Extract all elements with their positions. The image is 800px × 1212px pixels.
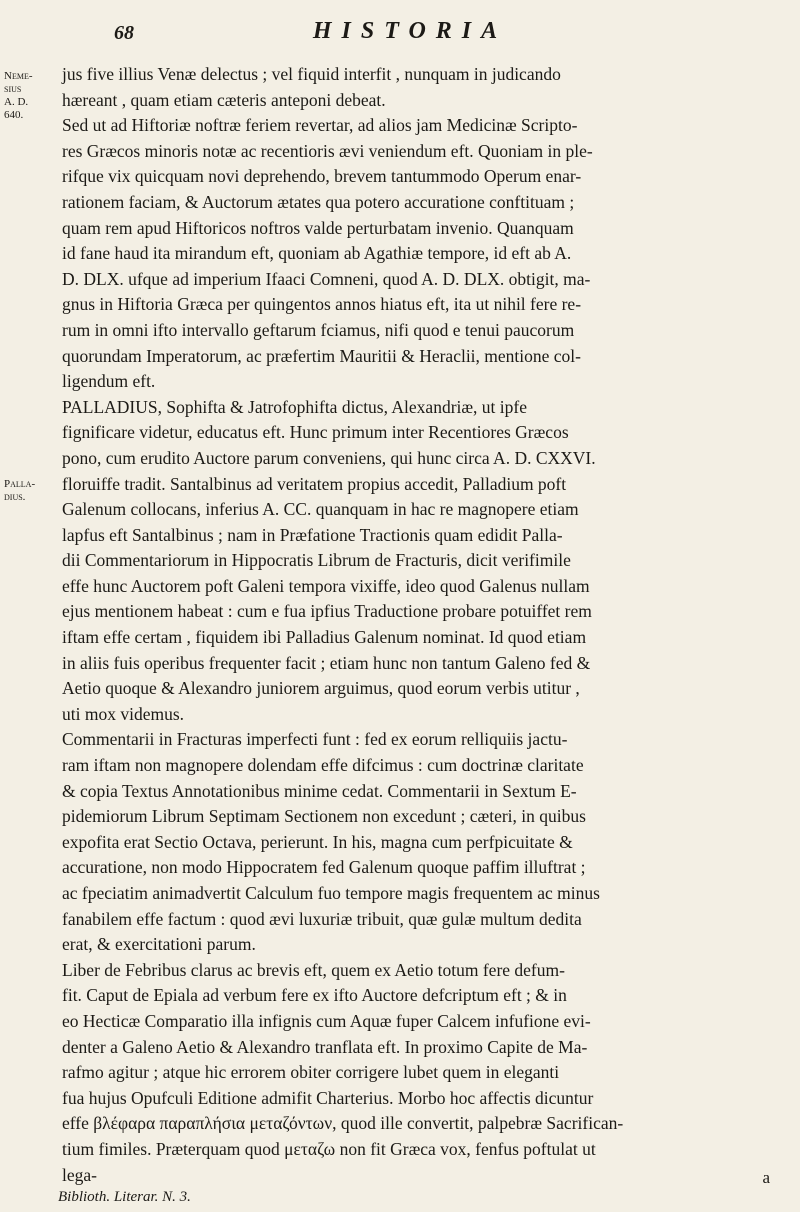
text-line: D. DLX. ufque ad imperium Ifaaci Comneni, quod A. D. DLX. obtigit, ma- <box>62 268 591 289</box>
text-line: effe hunc Auctorem poft Galeni tempora vixiffe, ideo quod Galenus nullam <box>62 575 590 596</box>
text-line: tium fimiles. Præterquam quod μεταζω non fit Græca vox, fenfus poftulat ut <box>62 1138 596 1159</box>
margin-line: Neme- <box>4 70 33 82</box>
margin-line: dius. <box>4 491 26 503</box>
text-line: rafmo agitur ; atque hic errorem obiter corrigere lubet quem in eleganti <box>62 1062 560 1083</box>
text-line: hæreant , quam etiam cæteris anteponi debeat. <box>62 89 386 110</box>
text-line: rum in omni ifto intervallo geftarum fciamus, nifi quod e tenui paucorum <box>62 319 575 340</box>
margin-line: Palla- <box>4 478 36 490</box>
body-text <box>62 62 772 1188</box>
text-line: iftam effe certam , fiquidem ibi Palladius Galenum nominat. Id quod etiam <box>62 627 587 648</box>
text-line: eo Hecticæ Comparatio illa infignis cum Aquæ fuper Calcem infufione evi- <box>62 1010 591 1031</box>
text-line: denter a Galeno Aetio & Alexandro tranflata eft. In proximo Capite de Ma- <box>62 1036 588 1057</box>
text-line: pono, cum erudito Auctore parum conveniens, qui hunc circa A. D. CXXVI. <box>62 447 596 468</box>
margin-line: A. D. <box>4 96 29 108</box>
text-line: quorundam Imperatorum, ac præfertim Mauritii & Heraclii, mentione col- <box>62 345 582 366</box>
text-line: jus five illius Venæ delectus ; vel fiquid interfit , nunquam in judicando <box>62 64 561 84</box>
text-line: & copia Textus Annotationibus minime cedat. Commentarii in Sextum E- <box>62 780 577 801</box>
text-line: uti mox videmus. <box>62 703 185 724</box>
text-line: rifque vix quicquam novi deprehendo, brevem tantummodo Operum enar- <box>62 166 582 187</box>
text-line: accuratione, non modo Hippocratem fed Galenum quoque paffim illuftrat ; <box>62 857 586 878</box>
text-line: dii Commentariorum in Hippocratis Librum de Fracturis, dicit verifimile <box>62 550 571 571</box>
margin-note-palladius <box>4 478 35 504</box>
text-line: floruiffe tradit. Santalbinus ad veritatem propius accedit, Palladium poft <box>62 473 567 494</box>
text-line: effe βλέφαρα παραπλήσια μεταζόντων, quod ille convertit, palpebræ Sacrifican- <box>62 1113 624 1134</box>
text-line: ram iftam non magnopere dolendam effe difcimus : cum doctrinæ claritate <box>62 755 584 776</box>
text-line: ac fpeciatim animadvertit Calculum fuo tempore magis frequentem ac minus <box>62 883 600 903</box>
text-line: pidemiorum Librum Septimam Sectionem non excedunt ; cæteri, in quibus <box>62 806 586 827</box>
text-line: expofita erat Sectio Octava, perierunt. In his, magna cum perfpicuitate & <box>62 831 573 852</box>
margin-line: sius <box>4 83 22 95</box>
text-line: fanabilem effe factum : quod ævi luxuriæ tribuit, quæ gulæ multum dedita <box>62 908 582 929</box>
page-number: 68 <box>114 22 134 44</box>
text-line: in aliis fuis operibus frequenter facit ; etiam hunc non tantum Galeno fed & <box>62 652 591 673</box>
text-line: ligendum eft. <box>62 371 156 392</box>
text-line: fignificare videtur, educatus eft. Hunc primum inter Recentiores Græcos <box>62 422 569 443</box>
text-line: ejus mentionem habeat : cum e fua ipfius Traductione probare potuiffet rem <box>62 601 592 622</box>
text-line: quam rem apud Hiftoricos noftros valde perturbatam invenio. Quanquam <box>62 217 574 238</box>
text-line: rationem faciam, & Auctorum ætates qua potero accuratione conftituam ; <box>62 191 575 212</box>
running-head: HISTORIA <box>312 18 508 44</box>
text-line: fit. Caput de Epiala ad verbum fere ex ifto Auctore defcriptum eft ; & in <box>62 985 567 1006</box>
text-line: lapfus eft Santalbinus ; nam in Præfatione Tractionis quam edidit Palla- <box>62 524 563 545</box>
signature-mark: a <box>762 1168 770 1187</box>
margin-line: 640. <box>4 109 24 121</box>
text-line: lega- <box>62 1164 97 1185</box>
text-line: Galenum collocans, inferius A. CC. quanquam in hac re magnopere etiam <box>62 499 579 520</box>
text-line: Sed ut ad Hiftoriæ noftræ feriem revertar, ad alios jam Medicinæ Scripto- <box>62 115 578 136</box>
margin-note-nemesius <box>4 70 33 122</box>
text-line: Commentarii in Fracturas imperfecti funt : fed ex eorum relliquiis jactu- <box>62 729 568 750</box>
text-line: gnus in Hiftoria Græca per quingentos annos hiatus eft, ita ut nihil fere re- <box>62 294 582 315</box>
footer-imprint: Biblioth. Literar. N. 3. <box>58 1189 191 1205</box>
text-line: fua hujus Opufculi Editione admifit Charterius. Morbo hoc affectis dicuntur <box>62 1087 594 1108</box>
text-line: id fane haud ita mirandum eft, quoniam ab Agathiæ tempore, id eft ab A. <box>62 243 572 264</box>
text-line: Aetio quoque & Alexandro juniorem arguimus, quod eorum verbis utitur , <box>62 678 580 699</box>
text-line: PALLADIUS, Sophifta & Jatrofophifta dictus, Alexandriæ, ut ipfe <box>62 396 527 417</box>
text-line: Liber de Febribus clarus ac brevis eft, quem ex Aetio totum fere defum- <box>62 959 565 980</box>
text-line: erat, & exercitationi parum. <box>62 934 256 955</box>
text-line: res Græcos minoris notæ ac recentioris ævi veniendum eft. Quoniam in ple- <box>62 140 593 161</box>
page-header <box>60 14 760 54</box>
